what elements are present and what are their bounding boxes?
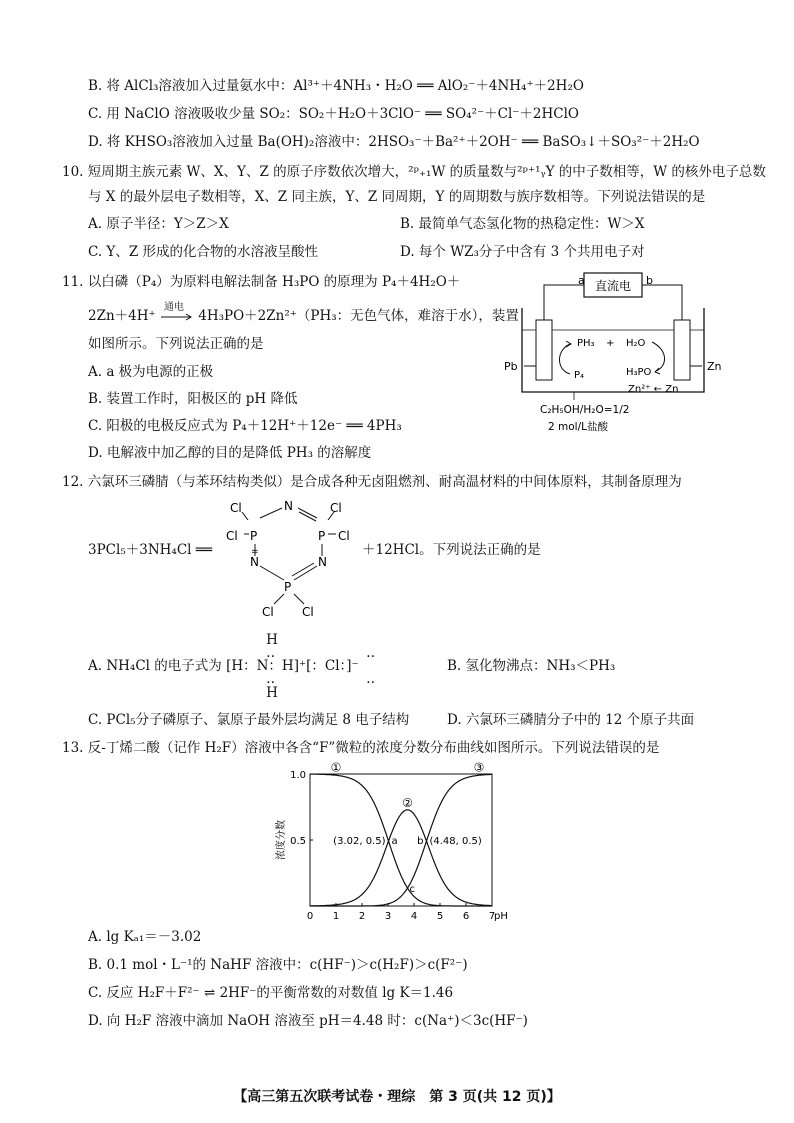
q11-stem-3: 如图所示。下列说法正确的是 — [88, 336, 264, 352]
atom-p-bottom: P — [284, 580, 292, 594]
q12-option-a-label: A. NH₄Cl 的电子式为 — [88, 658, 222, 674]
q10-option-b: B. 最简单气态氢化物的热稳定性：W＞X — [400, 216, 645, 232]
atom-cl-6: Cl — [302, 605, 314, 619]
annotation-coord-b: (4.48, 0.5) — [429, 836, 482, 847]
y-tick-label-0.5: 0.5 — [290, 836, 306, 847]
q11-option-a: A. a 极为电源的正极 — [88, 364, 214, 380]
ph3-label: PH₃ — [577, 338, 595, 349]
q9-option-d: D. 将 KHSO₃溶液加入过量 Ba(OH)₂溶液中：2HSO₃⁻＋Ba²⁺＋2OH⁻ ══ BaSO₃↓＋SO₃²⁻＋2H₂O — [88, 134, 700, 150]
x-tick-label-5: 5 — [436, 911, 444, 922]
q13-option-a: A. lg Kₐ₁＝－3.02 — [88, 929, 202, 945]
bond-p1-n1 — [260, 508, 282, 518]
atom-n-right: N — [318, 555, 327, 569]
q10-option-d: D. 每个 WZ₃分子中含有 3 个共用电子对 — [400, 244, 645, 260]
q11-option-c: C. 阳极的电极反应式为 P₄＋12H⁺＋12e⁻ ══ 4PH₃ — [88, 418, 402, 434]
bond-p3-cl-right — [294, 594, 304, 604]
q10-option-a: A. 原子半径：Y＞Z＞X — [88, 216, 229, 232]
zn-ion-label: Zn²⁺ ← Zn — [628, 384, 679, 395]
electron-formula-main: [H：N：H]⁺[：Cl：]⁻ — [226, 658, 359, 674]
pb-label: Pb — [504, 360, 518, 373]
q12-option-a — [88, 632, 376, 701]
electrode-a-label: a — [578, 274, 585, 287]
q12-option-b: B. 氢化物沸点：NH₃＜PH₃ — [447, 658, 616, 674]
atom-cl-3: Cl — [330, 501, 342, 515]
atom-p-left: P — [250, 529, 258, 543]
h2o-arrow — [652, 342, 665, 371]
q12-lhs: 3PCl₅＋3NH₄Cl ══ — [88, 542, 213, 558]
atom-cl-2: Cl — [226, 529, 238, 543]
x-tick-label-0: 0 — [306, 911, 314, 922]
series-label-3: ③ — [473, 762, 485, 775]
y-tick-label-1.0: 1.0 — [290, 770, 306, 781]
wire-left — [544, 285, 584, 322]
nh4cl-electron-formula — [226, 632, 376, 701]
q11-arrow-label: 通电 — [163, 301, 184, 313]
q11-stem-1: 11. 以白磷（P₄）为原料电解法制备 H₃PO 的原理为 P₄＋4H₂O＋ — [62, 274, 461, 290]
electron-formula-h-bottom: H — [266, 685, 278, 701]
double-bond-mark: = — [251, 547, 259, 557]
q13-option-d: D. 向 H₂F 溶液中滴加 NaOH 溶液至 pH＝4.48 时：c(Na⁺)＜3c(HF⁻) — [88, 1013, 528, 1029]
page-footer: 【高三第五次联考试卷・理综 第 3 页(共 12 页)】 — [233, 1089, 561, 1105]
electrolysis-diagram — [500, 270, 735, 445]
h3po-label: H₃PO — [626, 367, 652, 378]
annotation-coord-a: (3.02, 0.5) — [333, 836, 386, 847]
q11-stem-2a — [88, 301, 519, 326]
atom-n-top: N — [284, 499, 293, 513]
electron-dots-n-bottom: ‥ — [266, 671, 276, 687]
series-label-2: ② — [402, 796, 413, 811]
p4-arrow — [560, 344, 571, 374]
bond-n3-p3 — [260, 566, 284, 580]
bond-p1-cl-top — [242, 512, 248, 520]
q9-option-c: C. 用 NaClO 溶液吸收少量 SO₂：SO₂＋H₂O＋3ClO⁻ ══ SO₄²⁻＋Cl⁻＋2HClO — [88, 106, 579, 122]
q11-electrolysis-arrow — [160, 301, 194, 324]
q12-stem-1: 12. 六氯环三磷腈（与苯环结构类似）是合成各种无卤阻燃剂、耐高温材料的中间体原料，其制备原理为 — [62, 474, 682, 490]
electron-dots-cl-bottom: ‥ — [366, 671, 376, 687]
x-tick-label-7: 7 — [488, 911, 496, 922]
annotation-letter-a: a — [391, 836, 398, 847]
dc-source-label: 直流电 — [594, 279, 632, 293]
electron-dots-cl-top: ‥ — [366, 645, 376, 661]
pb-electrode — [536, 320, 552, 380]
zn-label: Zn — [707, 360, 722, 373]
q11-option-d: D. 电解液中加乙醇的目的是降低 PH₃ 的溶解度 — [88, 445, 372, 461]
bond-p3-cl-left — [274, 594, 284, 604]
plus-label: + — [606, 338, 615, 349]
annotation-letter-c: c — [409, 884, 415, 896]
electrode-b-label: b — [646, 274, 653, 287]
zn-electrode — [674, 320, 690, 380]
distribution-chart — [270, 762, 520, 924]
electron-formula-h-top: H — [266, 632, 278, 648]
q11-option-b: B. 装置工作时，阳极区的 pH 降低 — [88, 391, 298, 407]
q13-option-c: C. 反应 H₂F＋F²⁻ ⇌ 2HF⁻的平衡常数的对数值 lg K＝1.46 — [88, 985, 454, 1001]
acid-label: 2 mol/L盐酸 — [548, 421, 608, 433]
atom-cl-5: Cl — [262, 605, 274, 619]
y-axis-label: 浓度分数 — [276, 820, 287, 860]
annotation-letter-b: b — [417, 836, 424, 847]
q9-option-b: B. 将 AlCl₃溶液加入过量氨水中：Al³⁺＋4NH₃・H₂O ══ AlO₂⁻＋4NH₄⁺＋2H₂O — [88, 78, 584, 94]
atom-p-right: P — [318, 529, 326, 543]
q12-option-c: C. PCl₅分子磷原子、氯原子最外层均满足 8 电子结构 — [88, 712, 410, 728]
solvent-label: C₂H₅OH/H₂O=1/2 — [540, 404, 630, 416]
p4-label: P₄ — [574, 370, 585, 381]
series-label-1: ① — [330, 762, 342, 775]
q11-lhs: 2Zn＋4H⁺ — [88, 308, 156, 324]
q13-option-b: B. 0.1 mol・L⁻¹的 NaHF 溶液中：c(HF⁻)＞c(H₂F)＞c(F²⁻) — [88, 957, 468, 973]
q10-stem-2: 与 X 的最外层电子数相等，X、Z 同主族，Y、Z 同周期，Y 的周期数与族序数相等。下列说法错误的是 — [88, 189, 706, 205]
wire-right — [642, 285, 682, 322]
atom-cl-4: Cl — [338, 529, 350, 543]
q12-option-d: D. 六氯环三磷腈分子中的 12 个原子共面 — [447, 712, 695, 728]
x-tick-label-6: 6 — [462, 911, 470, 922]
q13-stem-1: 13. 反-丁烯二酸（记作 H₂F）溶液中各含“F”微粒的浓度分数分布曲线如图所示。下列说法错误的是 — [62, 740, 660, 756]
x-tick-label-3: 3 — [384, 911, 392, 922]
q12-rhs: ＋12HCl。下列说法正确的是 — [362, 542, 541, 558]
q10-option-c: C. Y、Z 形成的化合物的水溶液呈酸性 — [88, 244, 319, 260]
atom-n-left: N — [250, 555, 259, 569]
electron-dots-n-top: ‥ — [266, 645, 276, 661]
h2o-label: H₂O — [626, 338, 646, 349]
hexachlorocyclotriphosphazene-structure — [218, 496, 363, 621]
atom-cl-1: Cl — [230, 501, 242, 515]
series-curve-2 — [310, 810, 492, 906]
q10-stem-1: 10. 短周期主族元素 W、X、Y、Z 的原子序数依次增大，²ᵖ₊₁W 的质量数与²ᵖ⁺¹ᵧY 的中子数相等，W 的核外电子总数 — [62, 164, 766, 180]
x-tick-label-4: 4 — [410, 911, 418, 922]
x-tick-label-2: 2 — [358, 911, 366, 922]
x-axis-label: pH — [494, 911, 508, 922]
p4-arrow-head — [566, 341, 571, 347]
x-tick-label-1: 1 — [332, 911, 340, 922]
q11-rhs: 4H₃PO＋2Zn²⁺（PH₃：无色气体，难溶于水），装置 — [198, 308, 519, 324]
